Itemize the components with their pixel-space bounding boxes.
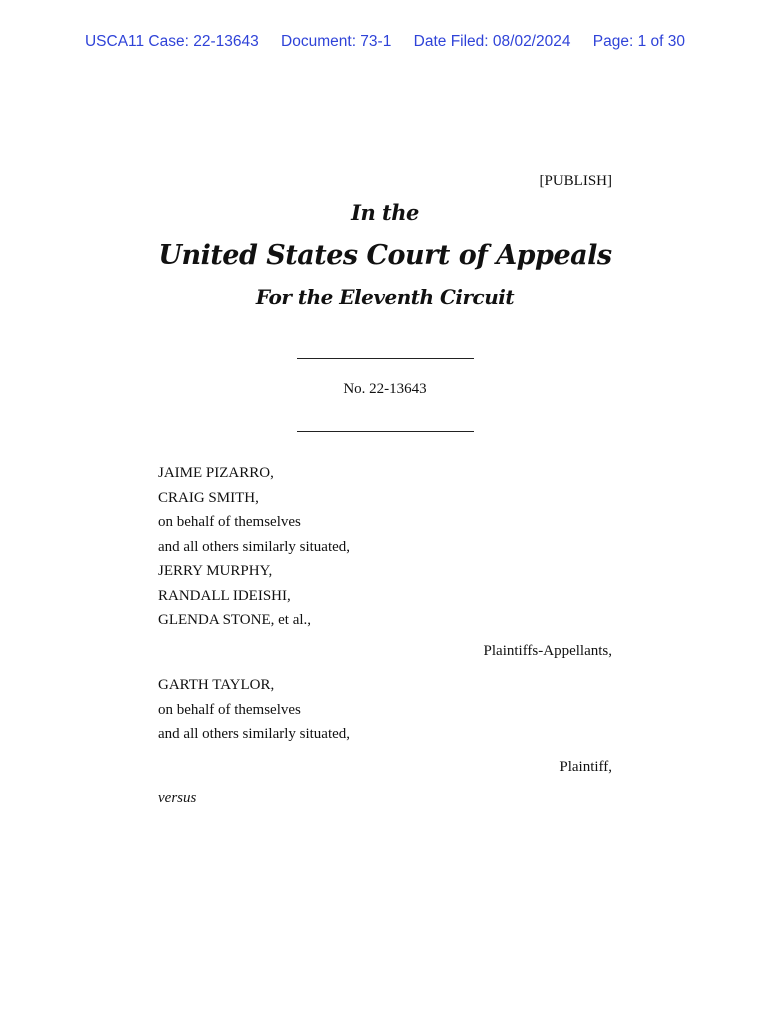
party-line: on behalf of themselves (158, 701, 301, 718)
case-number-stamp: USCA11 Case: 22-13643 (84, 33, 259, 50)
party-line: GLENDA STONE, et al., (158, 612, 312, 628)
versus-label: versus (158, 790, 197, 806)
plaintiff-block (158, 673, 350, 747)
court-heading-in-the: In the (351, 200, 419, 225)
filing-stamp-header (0, 33, 770, 51)
party-line: JAIME PIZARRO, (158, 465, 274, 481)
plaintiff-role: Plaintiff, (559, 759, 612, 775)
divider-bottom (297, 431, 474, 432)
plaintiffs-appellants-block (158, 461, 350, 633)
party-line: CRAIG SMITH, (158, 489, 259, 506)
party-line: and all others similarly situated, (158, 726, 351, 742)
date-filed-stamp: Date Filed: 08/02/2024 (413, 33, 571, 50)
court-heading-name: United States Court of Appeals (158, 240, 612, 271)
party-line: on behalf of themselves (158, 514, 301, 530)
party-line: JERRY MURPHY, (158, 563, 273, 579)
party-line: GARTH TAYLOR, (158, 677, 275, 693)
page-count-stamp: Page: 1 of 30 (592, 33, 686, 50)
party-line: and all others similarly situated, (158, 538, 351, 555)
docket-number: No. 22-13643 (343, 381, 427, 397)
divider-top (297, 358, 474, 359)
document-number-stamp: Document: 73-1 (281, 33, 392, 50)
plaintiffs-appellants-role: Plaintiffs-Appellants, (483, 643, 612, 659)
court-heading-circuit: For the Eleventh Circuit (255, 285, 515, 309)
party-line: RANDALL IDEISHI, (158, 587, 291, 604)
publish-label: [PUBLISH] (539, 173, 612, 189)
